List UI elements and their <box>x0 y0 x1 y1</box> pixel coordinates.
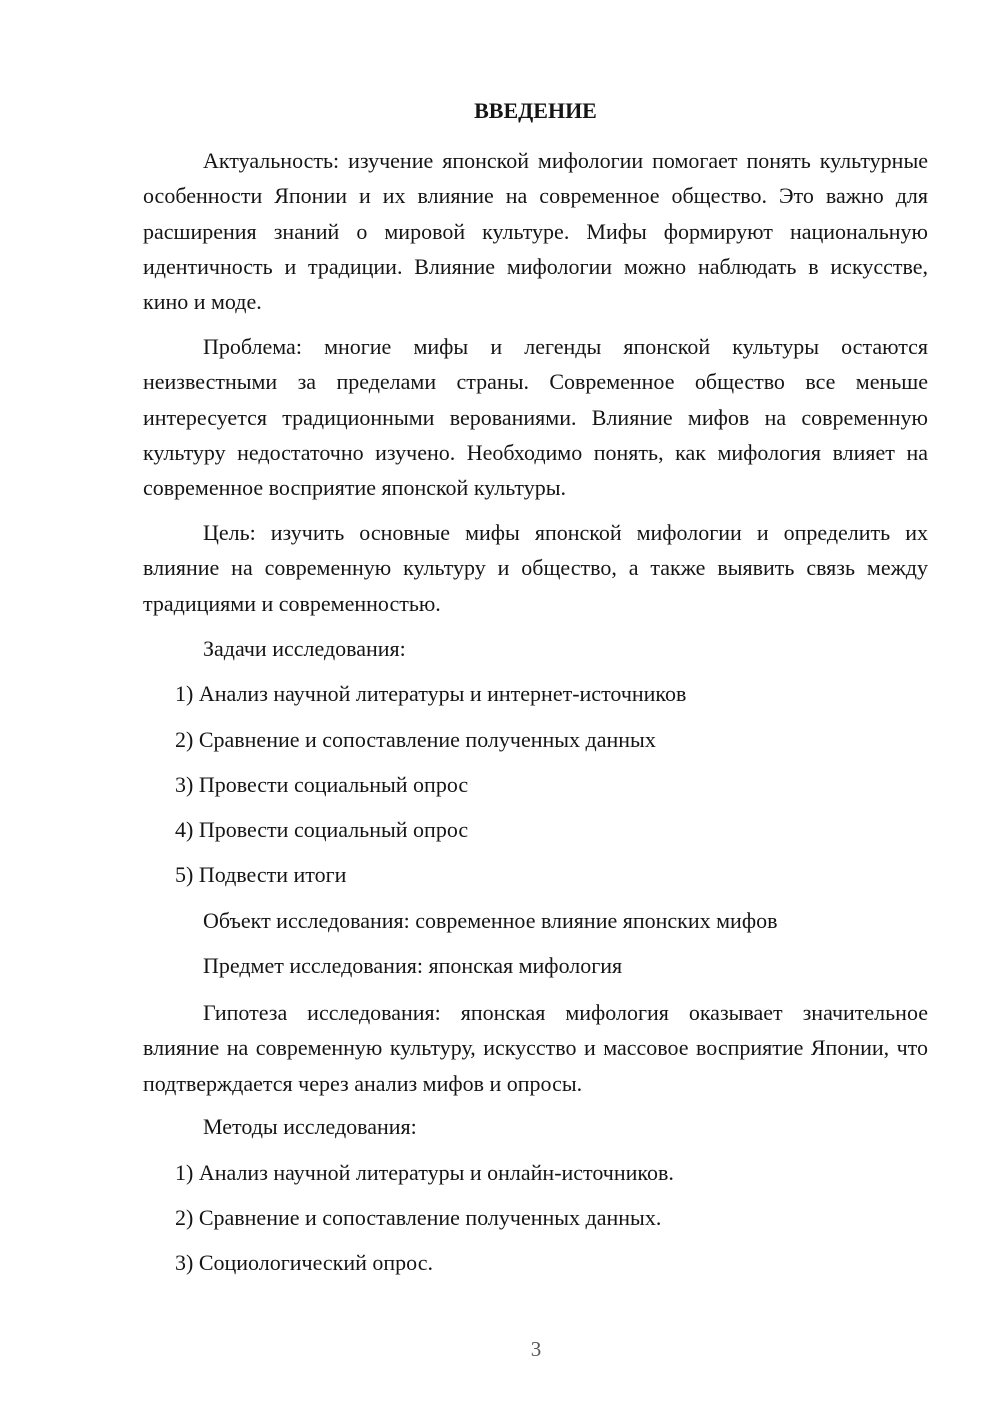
task-item: 5) Подвести итоги <box>175 862 347 887</box>
method-item: 3) Социологический опрос. <box>175 1250 433 1275</box>
goal-paragraph: Цель: изучить основные мифы японской мифологии и определить их влияние на современную культуру и общество, а также выявить связь между традициями и современностью. <box>143 520 928 616</box>
problem-paragraph: Проблема: многие мифы и легенды японской культуры остаются неизвестными за пределами страны. Современное общество все меньше интересуется традиционными верованиями. Влияние мифов на современную культуру недостаточно изучено. Необходимо понять, как мифология влияет на современное восприятие японской культуры. <box>143 334 928 501</box>
task-item: 1) Анализ научной литературы и интернет-источников <box>175 681 687 706</box>
methods-heading: Методы исследования: <box>203 1114 417 1139</box>
task-item: 2) Сравнение и сопоставление полученных данных <box>175 727 656 752</box>
hypothesis-paragraph: Гипотеза исследования: японская мифология оказывает значительное влияние на современную культуру, искусство и массовое восприятие Японии, что подтверждается через анализ мифов и опросы. <box>143 1000 928 1096</box>
page-number: 3 <box>530 1337 542 1361</box>
subject-line: Предмет исследования: японская мифология <box>203 953 623 978</box>
task-item: 3) Провести социальный опрос <box>175 772 469 797</box>
tasks-heading: Задачи исследования: <box>203 636 406 661</box>
task-item: 4) Провести социальный опрос <box>175 817 469 842</box>
method-item: 2) Сравнение и сопоставление полученных данных. <box>175 1205 662 1230</box>
method-item: 1) Анализ научной литературы и онлайн-источников. <box>175 1160 674 1185</box>
actuality-paragraph: Актуальность: изучение японской мифологии помогает понять культурные особенности Японии и их влияние на современное общество. Это важно для расширения знаний о мировой культуре. Мифы формируют национальную идентичность и традиции. Влияние мифологии можно наблюдать в искусстве, кино и моде. <box>143 148 928 315</box>
object-line: Объект исследования: современное влияние японских мифов <box>203 908 778 933</box>
page-title: ВВЕДЕНИЕ <box>474 98 597 123</box>
